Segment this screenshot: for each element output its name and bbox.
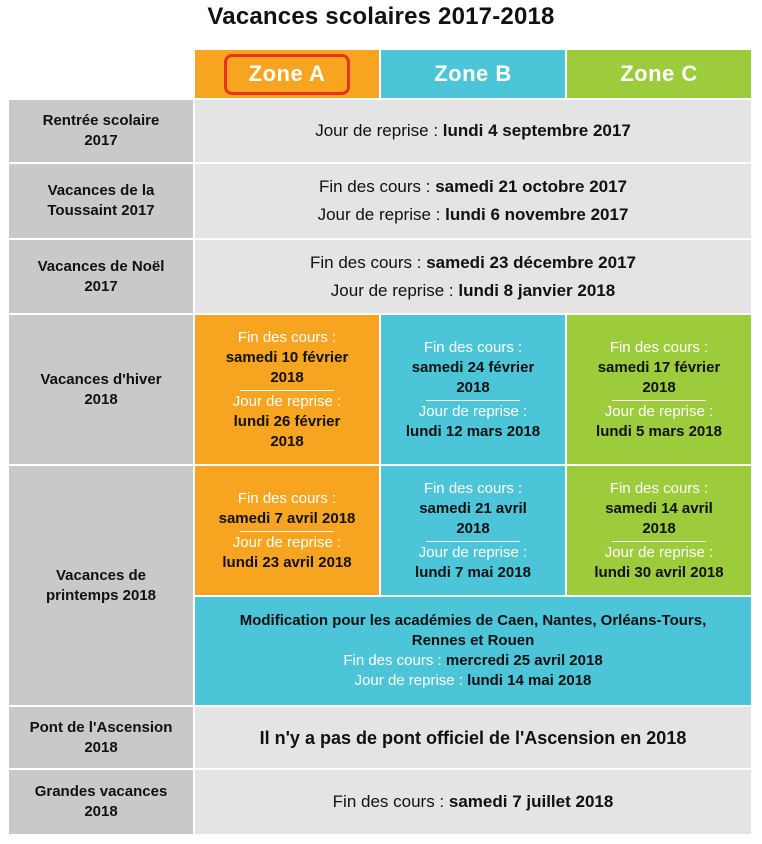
- row-printemps: [9, 466, 751, 595]
- label-line: Vacances de la: [47, 182, 155, 199]
- hiver-zone-b: [381, 315, 565, 464]
- divider: [426, 541, 520, 542]
- fin-date: samedi 7 avril 2018: [218, 509, 356, 527]
- header-row: [9, 50, 751, 98]
- row-grandes-vacances: [9, 770, 751, 834]
- fin-label: Fin des cours :: [343, 652, 446, 669]
- printemps-modification: [195, 597, 751, 705]
- vacances-table: [7, 48, 753, 836]
- zone-b-header[interactable]: Zone B: [381, 50, 565, 98]
- label-line: printemps 2018: [45, 586, 157, 604]
- fin-date: 2018: [642, 519, 676, 537]
- reprise-label: Jour de reprise :: [354, 672, 468, 689]
- modification-title: Rennes et Rouen: [411, 632, 535, 649]
- reprise-date: lundi 5 mars 2018: [596, 422, 722, 440]
- divider: [240, 531, 334, 532]
- row-label-ascension: [9, 707, 193, 768]
- modification-reprise: [195, 671, 751, 691]
- row-hiver: [9, 315, 751, 464]
- hiver-zone-a: [195, 315, 379, 464]
- printemps-zone-a: [195, 466, 379, 595]
- hiver-zone-c: [567, 315, 751, 464]
- fin-label: Fin des cours :: [309, 252, 427, 272]
- fin-date: 2018: [456, 378, 490, 396]
- reprise-date: 2018: [270, 432, 304, 450]
- reprise-label: Jour de reprise :: [317, 205, 446, 224]
- noel-reprise: [195, 277, 751, 305]
- fin-label: Fin des cours :: [423, 338, 523, 356]
- reprise-date: lundi 30 avril 2018: [594, 563, 724, 581]
- row-label-toussaint: [9, 164, 193, 238]
- divider: [240, 390, 334, 391]
- reprise-label: Jour de reprise :: [604, 543, 714, 561]
- reprise-label: Jour de reprise :: [330, 280, 459, 300]
- divider: [612, 541, 706, 542]
- fin-date: samedi 21 octobre 2017: [435, 177, 628, 196]
- row-noel: [9, 240, 751, 313]
- label-line: 2017: [84, 277, 118, 295]
- reprise-label: Jour de reprise :: [418, 402, 528, 420]
- fin-date: samedi 14 avril: [605, 499, 713, 517]
- row-label-noel: [9, 240, 193, 313]
- printemps-zone-c: [567, 466, 751, 595]
- rentree-all-zones: [195, 100, 751, 162]
- fin-date: 2018: [642, 378, 676, 396]
- row-label-printemps: [9, 466, 193, 705]
- label-line: 2018: [84, 738, 118, 756]
- fin-date: samedi 7 juillet 2018: [448, 792, 614, 811]
- label-line: Vacances d'hiver: [40, 370, 162, 388]
- row-label-rentree: [9, 100, 193, 162]
- label-line: 2018: [84, 390, 118, 408]
- modification-fin: [195, 651, 751, 671]
- toussaint-all-zones: [195, 164, 751, 238]
- fin-label: Fin des cours :: [423, 479, 523, 497]
- printemps-zone-b: [381, 466, 565, 595]
- zone-a-highlight: Zone A: [224, 54, 351, 95]
- row-rentree: [9, 100, 751, 162]
- reprise-date: lundi 23 avril 2018: [222, 553, 352, 571]
- noel-fin: [195, 249, 751, 277]
- fin-date: 2018: [456, 519, 490, 537]
- row-label-hiver: [9, 315, 193, 464]
- fin-date: 2018: [270, 368, 304, 386]
- fin-label: Fin des cours :: [609, 338, 709, 356]
- grandes-vacances-all-zones: [195, 770, 751, 834]
- divider: [426, 400, 520, 401]
- reprise-date: lundi 12 mars 2018: [405, 422, 541, 440]
- row-label-grandes-vacances: [9, 770, 193, 834]
- zone-a-header[interactable]: [195, 50, 379, 98]
- fin-date: samedi 10 février: [225, 348, 349, 366]
- label-line: 2017: [84, 132, 118, 149]
- fin-date: samedi 23 décembre 2017: [426, 252, 637, 272]
- fin-date: mercredi 25 avril 2018: [445, 652, 603, 669]
- row-toussaint: [9, 164, 751, 238]
- divider: [612, 400, 706, 401]
- reprise-date: lundi 7 mai 2018: [415, 563, 531, 581]
- reprise-date: lundi 14 mai 2018: [467, 672, 592, 689]
- fin-label: Fin des cours :: [237, 489, 337, 507]
- reprise-label: Jour de reprise :: [232, 533, 342, 551]
- fin-label: Fin des cours :: [237, 328, 337, 346]
- reprise-label: Jour de reprise :: [418, 543, 528, 561]
- label-line: Grandes vacances: [34, 783, 168, 800]
- reprise-date: lundi 26 février: [233, 412, 341, 430]
- reprise-label: Jour de reprise :: [315, 121, 443, 140]
- ascension-note: Il n'y a pas de pont officiel de l'Ascension en 2018: [195, 707, 751, 768]
- label-line: Pont de l'Ascension: [29, 718, 173, 736]
- reprise-date: lundi 8 janvier 2018: [458, 280, 616, 300]
- fin-date: samedi 17 février: [597, 358, 721, 376]
- reprise-date: lundi 6 novembre 2017: [445, 205, 629, 224]
- rentree-reprise: [195, 117, 751, 145]
- page-title: Vacances scolaires 2017-2018: [207, 3, 555, 30]
- zone-c-header[interactable]: Zone C: [567, 50, 751, 98]
- fin-label: Fin des cours :: [318, 177, 436, 196]
- toussaint-fin: [195, 173, 751, 201]
- label-line: Toussaint 2017: [47, 202, 155, 219]
- reprise-label: Jour de reprise :: [232, 392, 342, 410]
- row-ascension: [9, 707, 751, 768]
- label-line: 2018: [84, 803, 118, 820]
- header-blank: [9, 50, 193, 98]
- fin-date: samedi 24 février: [411, 358, 535, 376]
- reprise-date: lundi 4 septembre 2017: [442, 121, 631, 140]
- toussaint-reprise: [195, 201, 751, 229]
- fin-date: samedi 21 avril: [419, 499, 527, 517]
- label-line: Rentrée scolaire: [42, 112, 160, 129]
- fin-label: Fin des cours :: [332, 792, 449, 811]
- label-line: Vacances de Noël: [37, 257, 165, 275]
- fin-label: Fin des cours :: [609, 479, 709, 497]
- reprise-label: Jour de reprise :: [604, 402, 714, 420]
- noel-all-zones: [195, 240, 751, 313]
- modification-title: Modification pour les académies de Caen, Nantes, Orléans-Tours,: [239, 612, 707, 629]
- grandes-fin: [195, 788, 751, 816]
- label-line: Vacances de: [55, 566, 147, 584]
